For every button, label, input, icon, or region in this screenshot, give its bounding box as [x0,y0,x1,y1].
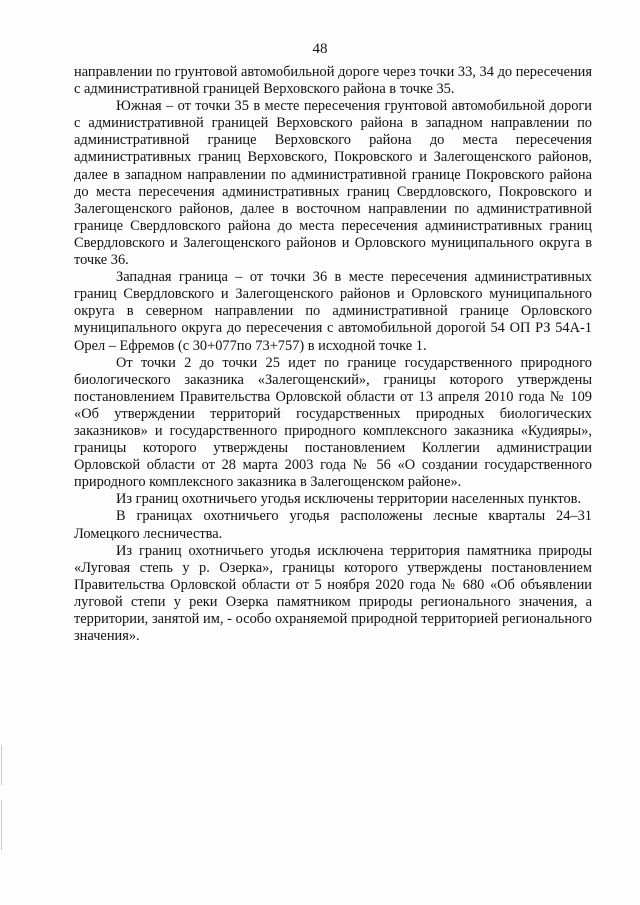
paragraph-west-border: Западная граница – от точки 36 в месте пересечения административных границ Свердловского и Залегощенского районов и Орловского муниципального округа в северном направлении по административной границе Орловского муниципального округа до пересечения с автомобильной дорогой 54 ОП РЗ 54А-1 Орел – Ефремов (с 30+077по 73+757) в исходной точке 1. [74,269,592,354]
paragraph-continuation: направлении по грунтовой автомобильной дороге через точки 33, 34 до пересечения с административной границей Верховского района в точке 35. [74,64,592,98]
paragraph-excluded-monument: Из границ охотничьего угодья исключена территория памятника природы «Луговая степь у р. Озерка», границы которого утверждены постановлением Правительства Орловской области от 5 ноября 2020 года № 680 «Об объявлении луговой степи у реки Озерка памятником природы регионального значения, а территории, занятой им, - особо охраняемой природной территорией регионального значения». [74,542,592,645]
paragraph-forest-quarters: В границах охотничьего угодья расположены лесные кварталы 24–31 Ломецкого лесничества. [74,508,592,542]
document-body [74,64,592,645]
scan-edge-mark [1,745,2,785]
paragraph-reserve-border: От точки 2 до точки 25 идет по границе государственного природного биологического заказника «Залегощенский», границы которого утверждены постановлением Правительства Орловской области от 13 апреля 2010 года № 109 «Об утверждении территорий государственных природных биологических заказников» и государственного природного комплексного заказника «Кудияры», границы которого утверждены постановлением Коллегии администрации Орловской области от 28 марта 2003 года № 56 «О создании государственного природного комплексного заказника в Залегощенском районе». [74,354,592,491]
page-number: 48 [312,41,328,57]
paragraph-south-border: Южная – от точки 35 в месте пересечения грунтовой автомобильной дороги с административной границей Верховского района в западном направлении по административной границе Верховского района до места пересечения административных границ Верховского, Покровского и Залегощенского районов, далее в западном направлении по административной границе Покровского района до места пересечения административных границ Свердловского, Покровского и Залегощенского районов, далее в восточном направлении по административной границе Свердловского района до места пересечения административных границ Свердловского и Залегощенского районов и Орловского муниципального округа в точке 36. [74,98,592,269]
scan-edge-mark [1,800,2,850]
paragraph-excluded-settlements: Из границ охотничьего угодья исключены территории населенных пунктов. [116,491,582,508]
